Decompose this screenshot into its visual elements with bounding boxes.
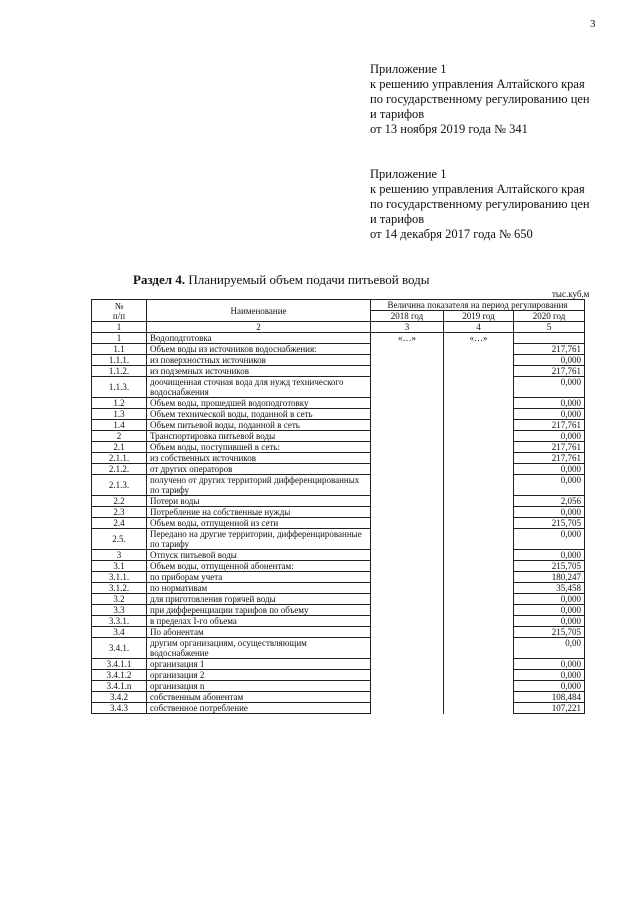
row-number: 3.4.1.1 [92,659,147,670]
table-row [92,605,585,616]
row-number: 3.4.1. [92,638,147,659]
table-row [92,431,585,442]
value-2019 [444,616,514,627]
value-2018 [371,398,444,409]
table-row [92,529,585,550]
appendix-line: и тарифов [370,212,425,226]
appendix-title: Приложение 1 [370,62,447,76]
value-2020: 0,000 [514,398,585,409]
table-row [92,638,585,659]
value-2020: 0,000 [514,616,585,627]
value-2020: 217,761 [514,420,585,431]
row-number: 3 [92,550,147,561]
value-2020: 0,000 [514,431,585,442]
row-name: Потери воды [147,496,371,507]
index-cell: 5 [514,322,585,333]
value-2020: 0,000 [514,659,585,670]
value-2019 [444,442,514,453]
value-2020: 217,761 [514,344,585,355]
row-name: Отпуск питьевой воды [147,550,371,561]
appendix-current [370,62,590,137]
value-2019 [444,529,514,550]
row-name: Объем технической воды, поданной в сеть [147,409,371,420]
value-2019 [444,627,514,638]
appendix-line: и тарифов [370,107,425,121]
table-row [92,442,585,453]
row-number: 2.4 [92,518,147,529]
value-2019 [444,692,514,703]
row-number: 1.1.1. [92,355,147,366]
index-cell: 4 [444,322,514,333]
value-2020: 180,247 [514,572,585,583]
value-2018 [371,550,444,561]
value-2020: 0,000 [514,464,585,475]
row-number: 3.4.3 [92,703,147,714]
row-name: при дифференциации тарифов по объему [147,605,371,616]
value-2018 [371,670,444,681]
table-row [92,627,585,638]
row-name: доочищенная сточная вода для нужд технического водоснабжения [147,377,371,398]
row-name: Объем воды, прошедшей водоподготовку [147,398,371,409]
row-name: собственное потребление [147,703,371,714]
value-2018 [371,431,444,442]
value-2019 [444,398,514,409]
index-cell: 2 [147,322,371,333]
table-row [92,572,585,583]
table-row [92,377,585,398]
table-row [92,594,585,605]
value-2018 [371,659,444,670]
row-name: получено от других территорий дифференцированных по тарифу [147,475,371,496]
value-2020: 0,00 [514,638,585,659]
row-number: 2.3 [92,507,147,518]
value-2019 [444,594,514,605]
value-2019 [444,670,514,681]
value-2018: «…» [371,333,444,344]
row-name: Объем воды, отпущенной из сети [147,518,371,529]
row-number: 3.3.1. [92,616,147,627]
row-name: Передано на другие территории, дифференцированные по тарифу [147,529,371,550]
row-number: 2 [92,431,147,442]
header-name: Наименование [147,300,371,322]
table-row [92,670,585,681]
value-2018 [371,344,444,355]
value-2020: 0,000 [514,681,585,692]
value-2018 [371,420,444,431]
row-name: организация 1 [147,659,371,670]
table-row [92,464,585,475]
value-2019 [444,659,514,670]
section-title [133,272,430,288]
table-row [92,616,585,627]
row-number: 1.4 [92,420,147,431]
appendix-line: к решению управления Алтайского края [370,77,585,91]
section-title-text: Планируемый объем подачи питьевой воды [185,272,430,287]
value-2018 [371,496,444,507]
value-2018 [371,475,444,496]
row-number: 1.1.2. [92,366,147,377]
value-2019 [444,464,514,475]
value-2020: 0,000 [514,507,585,518]
row-number: 2.2 [92,496,147,507]
value-2018 [371,572,444,583]
value-2020: 0,000 [514,475,585,496]
value-2018 [371,507,444,518]
row-name: Объем воды из источников водоснабжения: [147,344,371,355]
row-number: 3.4.2 [92,692,147,703]
table-row [92,355,585,366]
appendix-line: по государственному регулированию цен [370,92,590,106]
units-label: тыс.куб.м [552,289,590,299]
index-row [92,322,585,333]
table-row [92,475,585,496]
value-2020: 215,705 [514,561,585,572]
value-2018 [371,627,444,638]
value-2020: 217,761 [514,453,585,464]
value-2018 [371,681,444,692]
value-2019 [444,420,514,431]
value-2020: 0,000 [514,605,585,616]
row-number: 1.1 [92,344,147,355]
value-2019 [444,453,514,464]
page-number: 3 [590,18,596,30]
table-row [92,496,585,507]
appendix-line: по государственному регулированию цен [370,197,590,211]
value-2020 [514,333,585,344]
value-2019 [444,638,514,659]
value-2018 [371,616,444,627]
row-name: из подземных источников [147,366,371,377]
row-number: 2.1 [92,442,147,453]
value-2020: 217,761 [514,442,585,453]
table-row [92,366,585,377]
section-label: Раздел 4. [133,272,186,287]
value-2018 [371,594,444,605]
value-2020: 0,000 [514,529,585,550]
table-row [92,518,585,529]
row-name: Объем воды, поступившей в сеть: [147,442,371,453]
header-2019: 2019 год [444,311,514,322]
value-2020: 0,000 [514,550,585,561]
value-2019 [444,507,514,518]
value-2018 [371,366,444,377]
row-number: 2.1.1. [92,453,147,464]
value-2018 [371,529,444,550]
value-2020: 107,221 [514,703,585,714]
row-number: 2.5. [92,529,147,550]
row-number: 3.3 [92,605,147,616]
row-name: собственным абонентам [147,692,371,703]
water-volume-table [91,299,585,714]
row-number: 1.2 [92,398,147,409]
value-2019 [444,355,514,366]
value-2020: 215,705 [514,518,585,529]
row-number: 1.1.3. [92,377,147,398]
value-2018 [371,377,444,398]
table-row [92,398,585,409]
row-name: Потребление на собственные нужды [147,507,371,518]
value-2019: «…» [444,333,514,344]
index-cell: 3 [371,322,444,333]
row-name: организация 2 [147,670,371,681]
value-2019 [444,409,514,420]
appendix-original [370,167,590,242]
header-row [92,300,585,311]
value-2019 [444,572,514,583]
header-period: Величина показателя на период регулирования [371,300,585,311]
row-name: в пределах I-го объема [147,616,371,627]
table-row [92,659,585,670]
value-2020: 0,000 [514,355,585,366]
row-name: по нормативам [147,583,371,594]
row-name: для приготовления горячей воды [147,594,371,605]
row-name: из поверхностных источников [147,355,371,366]
value-2018 [371,355,444,366]
row-name: по приборам учета [147,572,371,583]
value-2019 [444,377,514,398]
table-row [92,420,585,431]
row-name: другим организациям, осуществляющим водоснабжение [147,638,371,659]
value-2018 [371,638,444,659]
table-row [92,333,585,344]
value-2018 [371,703,444,714]
value-2018 [371,583,444,594]
value-2019 [444,550,514,561]
value-2020: 217,761 [514,366,585,377]
table-row [92,583,585,594]
value-2018 [371,692,444,703]
row-number: 3.2 [92,594,147,605]
index-cell: 1 [92,322,147,333]
value-2020: 215,705 [514,627,585,638]
appendix-date: от 14 декабря 2017 года № 650 [370,227,533,241]
value-2019 [444,703,514,714]
table-row [92,344,585,355]
header-num: № п/п [92,300,147,322]
row-name: Транспортировка питьевой воды [147,431,371,442]
row-number: 3.4.1.n [92,681,147,692]
value-2020: 0,000 [514,377,585,398]
value-2020: 0,000 [514,594,585,605]
header-2020: 2020 год [514,311,585,322]
value-2019 [444,583,514,594]
row-number: 1 [92,333,147,344]
row-number: 2.1.3. [92,475,147,496]
value-2018 [371,561,444,572]
row-number: 3.1.2. [92,583,147,594]
row-number: 2.1.2. [92,464,147,475]
value-2019 [444,681,514,692]
value-2018 [371,518,444,529]
value-2018 [371,409,444,420]
table-row [92,453,585,464]
header-2018: 2018 год [371,311,444,322]
value-2019 [444,475,514,496]
row-name: По абонентам [147,627,371,638]
value-2019 [444,561,514,572]
row-name: Водоподготовка [147,333,371,344]
appendix-date: от 13 ноября 2019 года № 341 [370,122,528,136]
value-2018 [371,442,444,453]
value-2020: 0,000 [514,670,585,681]
table-row [92,561,585,572]
appendix-line: к решению управления Алтайского края [370,182,585,196]
table-row [92,409,585,420]
table-row [92,703,585,714]
row-number: 1.3 [92,409,147,420]
table-row [92,550,585,561]
value-2018 [371,605,444,616]
table-row [92,507,585,518]
value-2019 [444,431,514,442]
row-number: 3.1 [92,561,147,572]
value-2020: 108,484 [514,692,585,703]
row-name: организация n [147,681,371,692]
appendix-title: Приложение 1 [370,167,447,181]
value-2020: 0,000 [514,409,585,420]
value-2019 [444,605,514,616]
row-name: Объем воды, отпущенной абонентам: [147,561,371,572]
row-name: из собственных источников [147,453,371,464]
value-2018 [371,464,444,475]
table-row [92,692,585,703]
value-2019 [444,366,514,377]
value-2020: 35,458 [514,583,585,594]
row-number: 3.1.1. [92,572,147,583]
value-2019 [444,518,514,529]
value-2019 [444,344,514,355]
row-number: 3.4 [92,627,147,638]
value-2019 [444,496,514,507]
row-name: от других операторов [147,464,371,475]
table-row [92,681,585,692]
row-number: 3.4.1.2 [92,670,147,681]
value-2020: 2,056 [514,496,585,507]
row-name: Объем питьевой воды, поданной в сеть [147,420,371,431]
value-2018 [371,453,444,464]
